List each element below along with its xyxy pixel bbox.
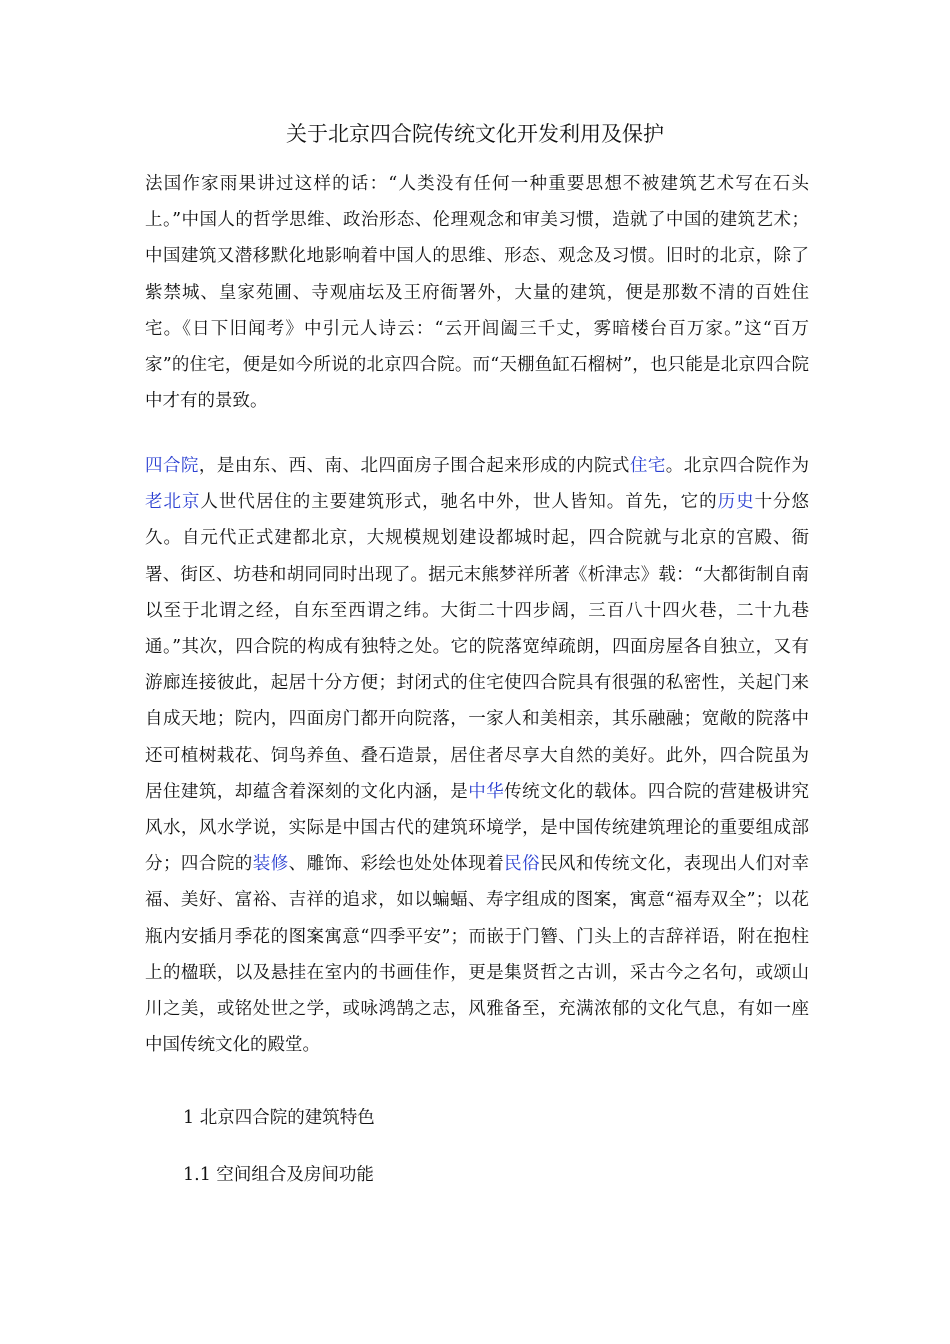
link-siheyuan[interactable]: 四合院 bbox=[145, 456, 199, 476]
document-title: 关于北京四合院传统文化开发利用及保护 bbox=[286, 122, 664, 146]
section-heading-1-1: 1.1 空间组合及房间功能 bbox=[183, 1165, 374, 1185]
section-heading-1: 1 北京四合院的建筑特色 bbox=[183, 1108, 375, 1128]
body-text-2: 。北京四合院作为 bbox=[665, 456, 810, 476]
body-text-3: 人世代居住的主要建筑形式，驰名中外，世人皆知。首先，它的 bbox=[200, 492, 718, 513]
link-zhonghua[interactable]: 中华 bbox=[468, 781, 505, 802]
link-minsu[interactable]: 民俗 bbox=[504, 854, 541, 875]
intro-paragraph: 法国作家雨果讲过这样的话：“人类没有任何一种重要思想不被建筑艺术写在石头上。”中国人的哲学思维、政治形态、伦理观念和审美习惯，造就了中国的建筑艺术；中国建筑又潜移默化地影响着中国人的思维、形态、观念及习惯。旧时的北京，除了紫禁城、皇家苑圃、寺观庙坛及王府衙署外，大量的建筑，便是那数不清的百姓住宅。《日下旧闻考》中引元人诗云：“云开闾阖三千丈，雾暗楼台百万家。”这“百万家”的住宅，便是如今所说的北京四合院。而“天棚鱼缸石榴树”，也只能是北京四合院中才有的景致。 bbox=[145, 174, 809, 412]
body-text-7: 民风和传统文化，表现出人们对幸福、美好、富裕、吉祥的追求，如以蝙蝠、寿字组成的图案，寓意“福寿双全”；以花瓶内安插月季花的图案寓意“四季平安”；而嵌于门簪、门头上的吉辞祥语，附在抱柱上的楹联，以及悬挂在室内的书画佳作，更是集贤哲之古训，采古今之名句，或颂山川之美，或铭处世之学，或咏鸿鹄之志，风雅备至，充满浓郁的文化气息，有如一座中国传统文化的殿堂。 bbox=[145, 854, 810, 1056]
body-text-5: 传统文化的载体。四合院的营建极讲究风水，风水学说，实际是中国古代的建筑环境学，是中国传统建筑理论的重要组成部分；四合院的 bbox=[145, 781, 810, 875]
body-paragraph bbox=[145, 448, 809, 1063]
link-lishi[interactable]: 历史 bbox=[717, 492, 755, 513]
body-text-4: 十分悠久。自元代正式建都北京，大规模规划建设都城时起，四合院就与北京的宫殿、衙署、街区、坊巷和胡同同时出现了。据元末熊梦祥所著《析津志》载：“大都街制自南以至于北谓之经，自东至西谓之纬。大街二十四步阔，三百八十四火巷，二十九巷通。”其次，四合院的构成有独特之处。它的院落宽绰疏朗，四面房屋各自独立，又有游廊连接彼此，起居十分方便；封闭式的住宅使四合院具有很强的私密性，关起门来自成天地；院内，四面房门都开向院落，一家人和美相亲，其乐融融；宽敞的院落中还可植树栽花、饲鸟养鱼、叠石造景，居住者尽享大自然的美好。此外，四合院虽为居住建筑，却蕴含着深刻的文化内涵，是 bbox=[145, 492, 810, 802]
link-laobeijing[interactable]: 老北京 bbox=[145, 492, 201, 513]
link-zhuzhai[interactable]: 住宅 bbox=[629, 456, 666, 476]
link-zhuangxiu[interactable]: 装修 bbox=[252, 854, 289, 875]
body-text-6: 、雕饰、彩绘也处处体现着 bbox=[288, 854, 505, 875]
body-text-1: ，是由东、西、南、北四面房子围合起来形成的内院式 bbox=[198, 456, 630, 476]
